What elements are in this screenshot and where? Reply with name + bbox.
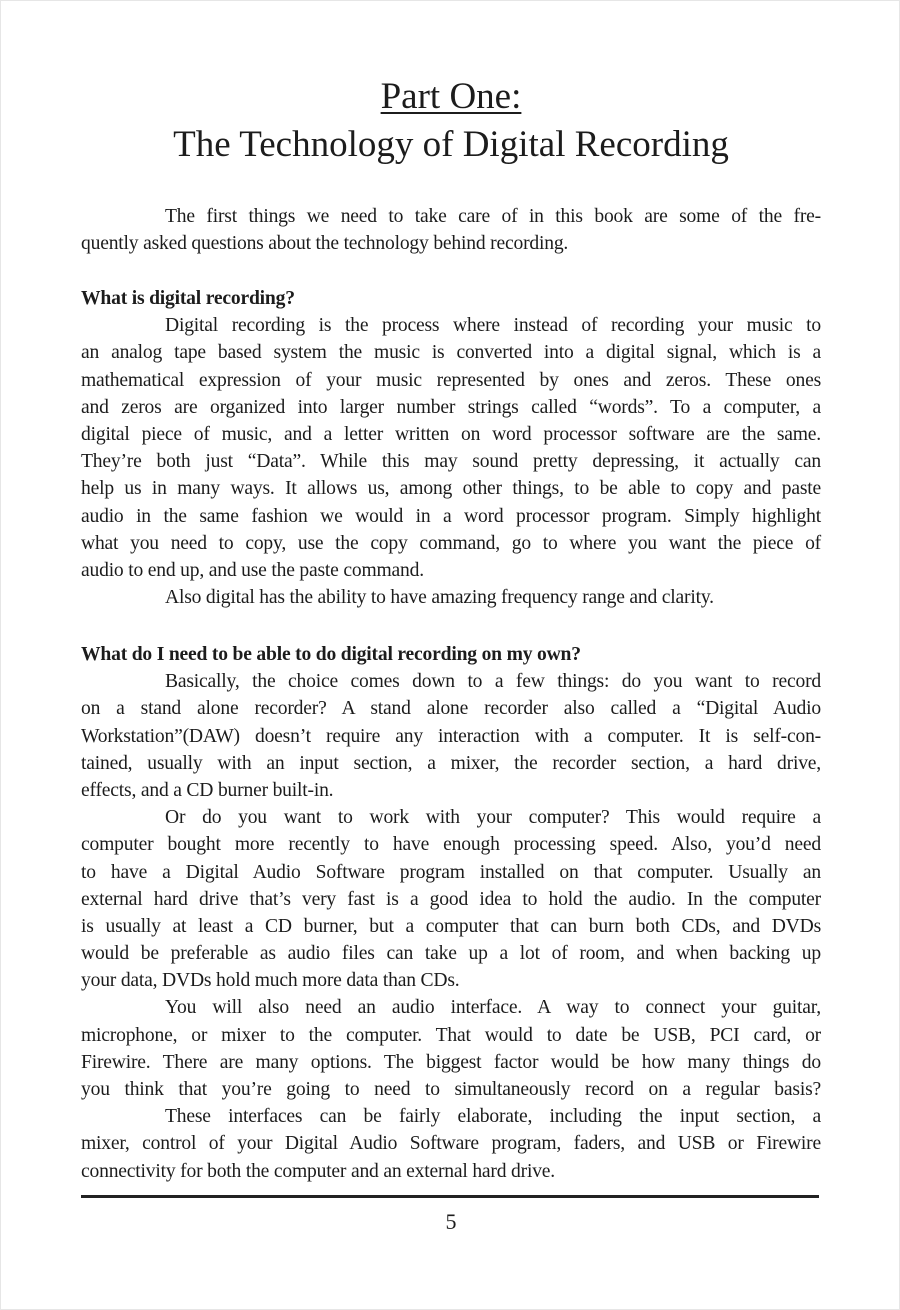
text-line: connectivity for both the computer and an external hard drive.	[81, 1160, 555, 1182]
text-line: The first things we need to take care of in this book are some of the fre-	[165, 206, 821, 227]
text-line: audio in the same fashion we would in a word processor program. Simply highlight	[81, 505, 821, 527]
text-line: These interfaces can be fairly elaborate, including the input section, a	[165, 1106, 821, 1128]
text-line: Also digital has the ability to have amazing frequency range and clarity.	[165, 587, 714, 609]
text-line: your data, DVDs hold much more data than CDs.	[81, 970, 460, 992]
text-line: to have a Digital Audio Software program installed on that computer. Usually an	[81, 861, 821, 883]
text-line: Digital recording is the process where instead of recording your music to	[165, 315, 821, 337]
section-what-is-digital-recording	[81, 285, 821, 611]
text-line: help us in many ways. It allows us, among other things, to be able to copy and paste	[81, 478, 821, 500]
section-what-do-i-need	[81, 641, 821, 1185]
text-line: Firewire. There are many options. The biggest factor would be how many things do	[81, 1051, 821, 1073]
text-line: external hard drive that’s very fast is a good idea to hold the audio. In the computer	[81, 888, 821, 910]
text-line: effects, and a CD burner built-in.	[81, 779, 334, 801]
text-line: you think that you’re going to need to simultaneously record on a regular basis?	[81, 1079, 821, 1100]
text-line: on a stand alone recorder? A stand alone recorder also called a “Digital Audio	[81, 698, 821, 720]
footer-divider	[81, 1195, 819, 1198]
part-title: Part One:	[380, 76, 522, 117]
chapter-title: The Technology of Digital Recording	[173, 124, 729, 165]
text-line: quently asked questions about the technology behind recording.	[81, 233, 569, 255]
text-line: and zeros are organized into larger number strings called “words”. To a computer, a	[81, 396, 821, 418]
text-line: would be preferable as audio files can take up a lot of room, and when backing up	[81, 943, 821, 965]
text-line: microphone, or mixer to the computer. That would to date be USB, PCI card, or	[81, 1024, 821, 1046]
text-line: tained, usually with an input section, a mixer, the recorder section, a hard drive,	[81, 752, 821, 774]
section-heading: What is digital recording?	[81, 288, 295, 309]
text-line: They’re both just “Data”. While this may sound pretty depressing, it actually can	[81, 451, 821, 473]
text-line: Basically, the choice comes down to a few things: do you want to record	[165, 671, 821, 693]
text-line: Or do you want to work with your computer? This would require a	[165, 807, 821, 829]
text-line: Workstation”(DAW) doesn’t require any interaction with a computer. It is self-con-	[81, 725, 821, 747]
text-line: audio to end up, and use the paste command.	[81, 559, 424, 581]
page-number: 5	[445, 1209, 457, 1234]
text-line: mixer, control of your Digital Audio Software program, faders, and USB or Firewire	[81, 1133, 821, 1155]
text-line: what you need to copy, use the copy command, go to where you want the piece of	[81, 532, 821, 554]
text-line: You will also need an audio interface. A way to connect your guitar,	[165, 997, 821, 1019]
text-line: is usually at least a CD burner, but a computer that can burn both CDs, and DVDs	[81, 915, 821, 937]
intro-paragraph	[81, 203, 821, 257]
text-line: mathematical expression of your music represented by ones and zeros. These ones	[81, 369, 821, 391]
section-heading: What do I need to be able to do digital recording on my own?	[81, 644, 581, 665]
text-line: computer bought more recently to have enough processing speed. Also, you’d need	[81, 834, 821, 856]
text-line: an analog tape based system the music is converted into a digital signal, which is a	[81, 342, 821, 364]
text-line: digital piece of music, and a letter written on word processor software are the same.	[81, 423, 821, 445]
